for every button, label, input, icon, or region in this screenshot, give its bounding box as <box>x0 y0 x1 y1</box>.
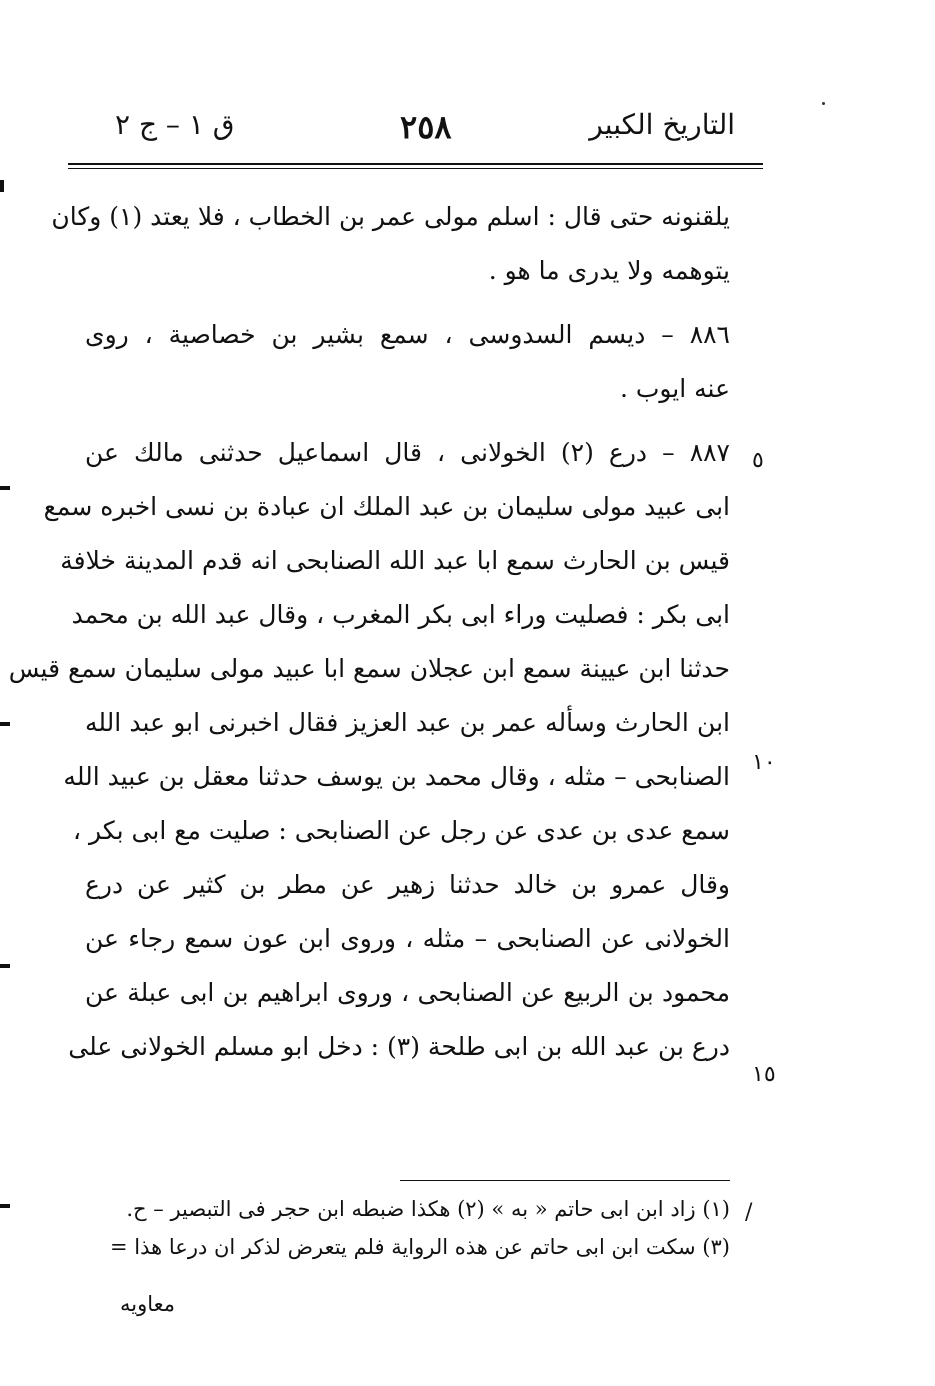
footnote: (١) زاد ابن ابى حاتم « به » (٢) هكذا ضبطه ابن حجر فى التبصير – ح. <box>126 1197 730 1221</box>
footnote: (٣) سكت ابن ابى حاتم عن هذه الرواية فلم يتعرض لذكر ان درعا هذا = <box>110 1235 730 1259</box>
text-line: ابن الحارث وسأله عمر بن عبد العزيز فقال اخبرنى ابو عبد الله <box>85 708 730 737</box>
page-number: ٢٥٨ <box>400 108 452 146</box>
page-header <box>110 108 735 156</box>
main-text <box>8 190 730 1074</box>
margin-line-number: ١٥ <box>752 1062 776 1087</box>
text-line: قيس بن الحارث سمع ابا عبد الله الصنابحى انه قدم المدينة خلافة <box>60 546 730 575</box>
volume-reference: ق ١ – ج ٢ <box>115 108 235 141</box>
text-line: سمع عدى بن عدى عن رجل عن الصنابحى : صليت مع ابى بكر ، <box>73 816 730 845</box>
margin-line-number: ٥ <box>752 448 764 473</box>
text-line: يتوهمه ولا يدرى ما هو . <box>488 256 730 285</box>
scan-edge-mark <box>0 180 4 192</box>
text-line: ابى بكر : فصليت وراء ابى بكر المغرب ، وقال عبد الله بن محمد <box>71 600 730 629</box>
text-line: حدثنا ابن عيينة سمع ابن عجلان سمع ابا عبيد مولى سليمان سمع قيس <box>8 654 730 683</box>
text-line: الخولانى عن الصنابحى – مثله ، وروى ابن عون سمع رجاء عن <box>85 924 730 953</box>
text-line: ابى عبيد مولى سليمان بن عبد الملك ان عبادة بن نسى اخبره سمع <box>43 492 730 521</box>
running-title: التاريخ الكبير <box>589 108 735 141</box>
entry-887-line: ٨٨٧ – درع (٢) الخولانى ، قال اسماعيل حدثنى مالك عن <box>85 438 730 467</box>
header-rule <box>68 163 763 165</box>
scan-speck <box>822 102 825 105</box>
footnotes <box>85 1190 730 1266</box>
scan-edge-mark <box>0 1204 10 1208</box>
footnote-margin-mark: / <box>745 1200 753 1225</box>
text-line: الصنابحى – مثله ، وقال محمد بن يوسف حدثنا معقل بن عبيد الله <box>63 762 730 791</box>
scan-edge-mark <box>0 964 10 968</box>
text-line: وقال عمرو بن خالد حدثنا زهير عن مطر بن كثير عن درع <box>85 870 730 899</box>
footnote-rule <box>400 1180 730 1181</box>
header-rule-thin <box>68 168 763 169</box>
scan-edge-mark <box>0 486 10 490</box>
entry-886-line: ٨٨٦ – ديسم السدوسى ، سمع بشير بن خصاصية ، روى <box>85 320 730 349</box>
text-line: درع بن عبد الله بن ابى طلحة (٣) : دخل ابو مسلم الخولانى على <box>68 1032 730 1061</box>
catchword: معاويه <box>120 1292 176 1316</box>
text-line: يلقنونه حتى قال : اسلم مولى عمر بن الخطاب ، فلا يعتد (١) وكان <box>51 202 730 231</box>
scan-edge-mark <box>0 722 10 726</box>
margin-line-number: ١٠ <box>752 750 776 775</box>
text-line: محمود بن الربيع عن الصنابحى ، وروى ابراهيم بن ابى عبلة عن <box>85 978 730 1007</box>
text-line: عنه ايوب . <box>619 374 730 403</box>
